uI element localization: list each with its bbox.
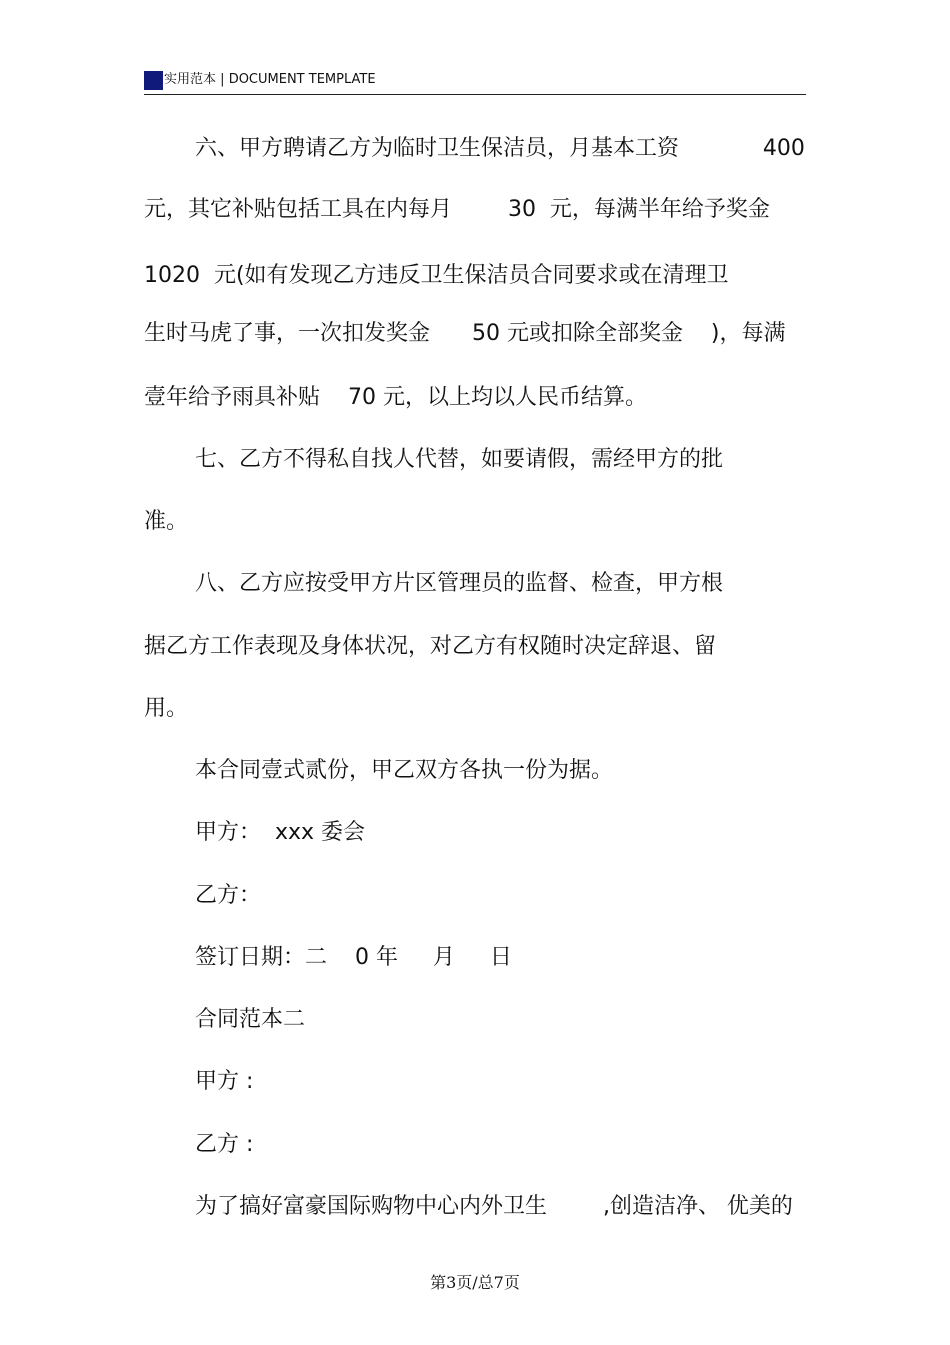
signing-date-line: 签订日期：二 0 年 月 日 (195, 945, 512, 970)
paragraph-line: 用。 (144, 696, 189, 721)
header-subtitle: DOCUMENT TEMPLATE (228, 72, 376, 87)
section-title: 合同范本二 (195, 1007, 306, 1032)
paragraph-line: 七、乙方不得私自找人代替，如要请假，需经甲方的批 (195, 447, 724, 472)
party-a-line: 甲方 : (195, 1069, 254, 1094)
document-header (144, 68, 806, 95)
paragraph-line: 1020 元(如有发现乙方违反卫生保洁员合同要求或在清理卫 (144, 263, 729, 288)
page-number: 第3页/总7页 (430, 1273, 520, 1292)
header-separator: | (220, 72, 225, 87)
party-a-line: 甲方： xxx 委会 (195, 820, 366, 845)
paragraph-line: 准。 (144, 509, 189, 534)
paragraph-line: 壹年给予雨具补贴 70 元，以上均以人民币结算。 (144, 385, 647, 410)
party-b-line: 乙方： (195, 883, 262, 908)
paragraph-line: 为了搞好富豪国际购物中心内外卫生 ,创造洁净、 优美的 (195, 1194, 793, 1219)
paragraph-line: 六、甲方聘请乙方为临时卫生保洁员，月基本工资 400 (195, 136, 805, 161)
template-logo-icon (144, 71, 163, 90)
paragraph-line: 生时马虎了事，一次扣发奖金 50 元或扣除全部奖金 )，每满 (144, 321, 786, 346)
paragraph-line: 八、乙方应按受甲方片区管理员的监督、检查，甲方根 (195, 571, 724, 596)
paragraph-line: 本合同壹式贰份，甲乙双方各执一份为据。 (195, 758, 614, 783)
party-b-line: 乙方 : (195, 1132, 254, 1157)
paragraph-line: 元，其它补贴包括工具在内每月 30 元，每满半年给予奖金 (144, 197, 770, 222)
paragraph-line: 据乙方工作表现及身体状况，对乙方有权随时决定辞退、留 (144, 634, 717, 659)
header-text (164, 72, 376, 88)
header-title: 实用范本 (164, 72, 217, 87)
